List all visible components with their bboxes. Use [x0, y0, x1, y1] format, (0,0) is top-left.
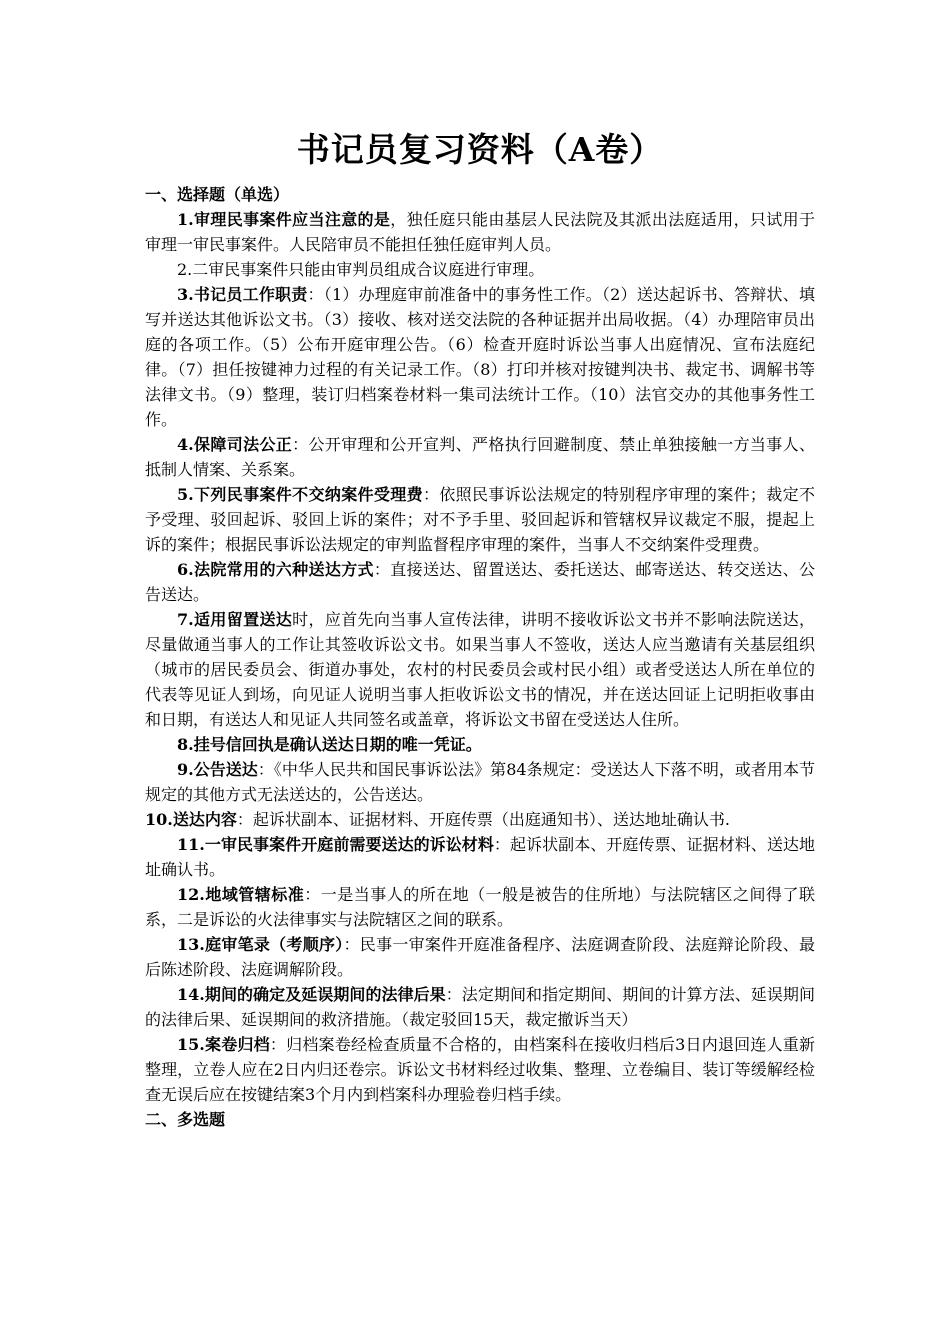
item-text: 《中华人民共和国民事诉讼法》第84条规定：受送达人下落不明，或者用本节规定的其他方式无法送达的，公告送达。 — [145, 760, 815, 804]
item-text: 民事一审案件开庭准备程序、法庭调查阶段、法庭辩论阶段、最后陈述阶段、法庭调解阶段。 — [145, 935, 815, 979]
list-item — [145, 482, 815, 557]
item-separator: ： — [307, 285, 324, 304]
item-text: 依照民事诉讼法规定的特别程序审理的案件；裁定不予受理、驳回起诉、驳回上诉的案件；对不予手里、驳回起诉和管辖权异议裁定不服，提起上诉的案件；根据民事诉讼法规定的审判监督程序审理的案件，当事人不交纳案件受理费。 — [145, 485, 815, 554]
section-heading-multi-choice: 二、多选题 — [145, 1110, 226, 1129]
item-separator: ： — [445, 985, 462, 1004]
item-separator: ： — [373, 560, 391, 579]
item-label: 12.地域管辖标准 — [177, 885, 305, 904]
item-text: 一是当事人的所在地（一般是被告的住所地）与法院辖区之间得了联系，二是诉讼的火法律事实与法院辖区之间的联系。 — [145, 885, 815, 929]
item-label: 10.送达内容 — [145, 810, 237, 829]
list-item — [145, 807, 815, 832]
list-item — [145, 607, 815, 732]
list-item — [145, 557, 815, 607]
item-text: 独任庭只能由基层人民法院及其派出法庭适用，只试用于审理一审民事案件。人民陪审员不能担任独任庭审判人员。 — [145, 210, 815, 254]
item-separator: ： — [343, 935, 360, 954]
item-label: 11.一审民事案件开庭前需要送达的诉讼材料 — [177, 835, 494, 854]
item-list — [145, 207, 815, 1107]
item-separator: ： — [292, 435, 309, 454]
list-item — [145, 207, 815, 257]
list-item — [145, 257, 815, 282]
item-separator: ： — [236, 810, 253, 829]
list-item — [145, 432, 815, 482]
item-text: 公开审理和公开宣判、严格执行回避制度、禁止单独接触一方当事人、抵制人情案、关系案。 — [145, 435, 815, 479]
section-heading-single-choice: 一、选择题（单选） — [145, 185, 290, 204]
item-text: 起诉状副本、证据材料、开庭传票（出庭通知书）、送达地址确认书. — [252, 810, 730, 829]
item-text: 时，应首先向当事人宣传法律，讲明不接收诉讼文书并不影响法院送达，尽量做通当事人的工作让其签收诉讼文书。如果当事人不签收，送达人应当邀请有关基层组织（城市的居民委员会、街道办事处，农村的村民委员会或村民小组）或者受送达人所在单位的代表等见证人到场，向见证人说明当事人拒收诉讼文书的情况，并在送达回证上记明拒收事由和日期，有送达人和见证人共同签名或盖章，将诉讼文书留在受送达人住所。 — [145, 610, 815, 729]
item-separator: ： — [422, 485, 440, 504]
item-separator: ： — [269, 1035, 287, 1054]
list-item — [145, 1032, 815, 1107]
list-item — [145, 932, 815, 982]
item-text: 直接送达、留置送达、委托送达、邮寄送达、转交送达、公告送达。 — [145, 560, 815, 604]
item-text: 2.二审民事案件只能由审判员组成合议庭进行审理。 — [177, 260, 545, 279]
list-item — [145, 732, 815, 757]
item-label: 6.法院常用的六种送达方式 — [177, 560, 374, 579]
list-item — [145, 757, 815, 807]
item-label: 4.保障司法公正 — [177, 435, 293, 454]
item-separator: ， — [390, 210, 407, 229]
item-label: 9.公告送达 — [177, 760, 258, 779]
item-text: （1）办理庭审前准备中的事务性工作。（2）送达起诉书、答辩状、填写并送达其他诉讼文书。（3）接收、核对送交法院的各种证据并出局收据。（4）办理陪审员出庭的各项工作。（5）公布开庭审理公告。（6）检查开庭时诉讼当事人出庭情况、宣布法庭纪律。（7）担任按键神力过程的有关记录工作。（8）打印并核对按键判决书、裁定书、调解书等法律文书。（9）整理，装订归档案卷材料一集司法统计工作。（10）法官交办的其他事务性工作。 — [145, 285, 815, 429]
list-item — [145, 882, 815, 932]
item-text: 法定期间和指定期间、期间的计算方法、延误期间的法律后果、延误期间的救济措施。（裁定驳回15天，裁定撤诉当天） — [145, 985, 815, 1029]
item-separator: ： — [304, 885, 321, 904]
item-separator: ： — [257, 760, 274, 779]
item-text: 起诉状副本、开庭传票、证据材料、送达地址确认书。 — [145, 835, 815, 879]
list-item — [145, 982, 815, 1032]
item-label: 3.书记员工作职责 — [177, 285, 308, 304]
item-label: 7.适用留置送达 — [177, 610, 293, 629]
item-label: 8.挂号信回执是确认送达日期的唯一凭证。 — [177, 735, 482, 754]
item-label: 15.案卷归档 — [177, 1035, 270, 1054]
list-item — [145, 832, 815, 882]
item-label: 13.庭审笔录（考顺序） — [177, 935, 344, 954]
list-item — [145, 282, 815, 432]
item-text: 归档案卷经检查质量不合格的，由档案科在接收归档后3日内退回连人重新整理，立卷人应在2日内归还卷宗。诉讼文书材料经过收集、整理、立卷编目、装订等缓解经检查无误后应在按键结案3个月内到档案科办理验卷归档手续。 — [145, 1035, 815, 1104]
item-label: 5.下列民事案件不交纳案件受理费 — [177, 485, 423, 504]
item-separator: ： — [493, 835, 510, 854]
item-label: 1.审理民事案件应当注意的是 — [177, 210, 391, 229]
item-label: 14.期间的确定及延误期间的法律后果 — [177, 985, 446, 1004]
document-title: 书记员复习资料（A卷） — [296, 130, 664, 169]
